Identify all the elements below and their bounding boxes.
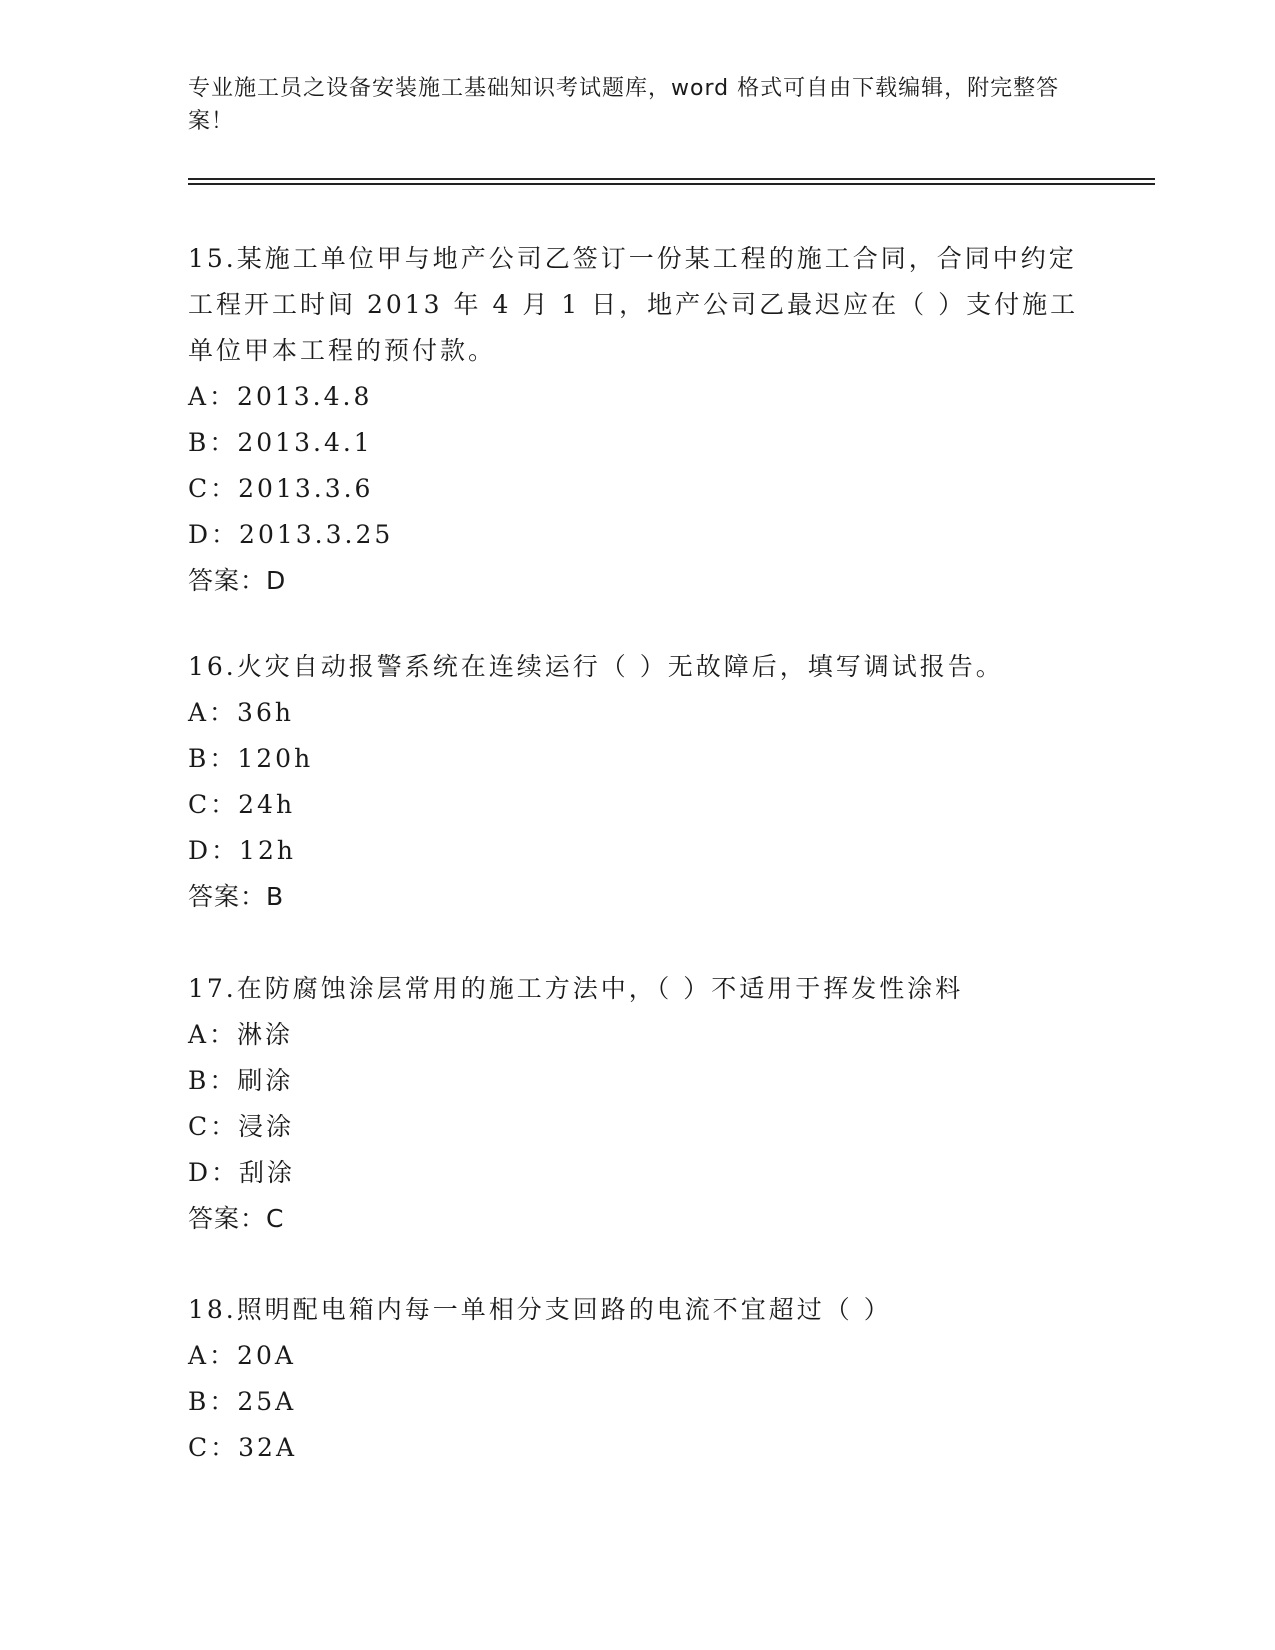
option-c: C：32A	[188, 1433, 297, 1462]
option-a: A：36h	[188, 698, 294, 727]
question-stem: 18.照明配电箱内每一单相分支回路的电流不宜超过（ ）	[188, 1295, 892, 1324]
option-b: B：120h	[188, 744, 314, 773]
answer: 答案：C	[188, 1204, 285, 1233]
option-c: C：浸涂	[188, 1112, 295, 1141]
question-stem: 16.火灾自动报警系统在连续运行（ ）无故障后，填写调试报告。	[188, 652, 1004, 681]
option-a: A：20A	[188, 1341, 296, 1370]
question-16	[188, 644, 1088, 920]
option-b: B：25A	[188, 1387, 297, 1416]
document-header: 专业施工员之设备安装施工基础知识考试题库，word 格式可自由下载编辑，附完整答案！	[188, 76, 1060, 134]
option-a: A：2013.4.8	[188, 382, 373, 411]
question-17	[188, 966, 1088, 1242]
option-d: D：刮涂	[188, 1158, 296, 1187]
question-stem: 15.某施工单位甲与地产公司乙签订一份某工程的施工合同，合同中约定工程开工时间 2013 年 4 月 1 日，地产公司乙最迟应在（ ）支付施工单位甲本工程的预付款。	[188, 244, 1079, 365]
option-c: C：24h	[188, 790, 296, 819]
option-a: A：淋涂	[188, 1020, 294, 1049]
option-d: D：12h	[188, 836, 296, 865]
option-b: B：2013.4.1	[188, 428, 373, 457]
answer: 答案：B	[188, 882, 285, 911]
option-b: B：刷涂	[188, 1066, 294, 1095]
header-rule-top	[188, 178, 1155, 180]
question-18	[188, 1287, 1088, 1471]
answer: 答案：D	[188, 566, 287, 595]
question-15	[188, 236, 1088, 604]
question-stem: 17.在防腐蚀涂层常用的施工方法中，（ ）不适用于挥发性涂料	[188, 974, 964, 1003]
header-rule-bottom	[188, 183, 1155, 185]
option-d: D：2013.3.25	[188, 520, 394, 549]
option-c: C：2013.3.6	[188, 474, 374, 503]
